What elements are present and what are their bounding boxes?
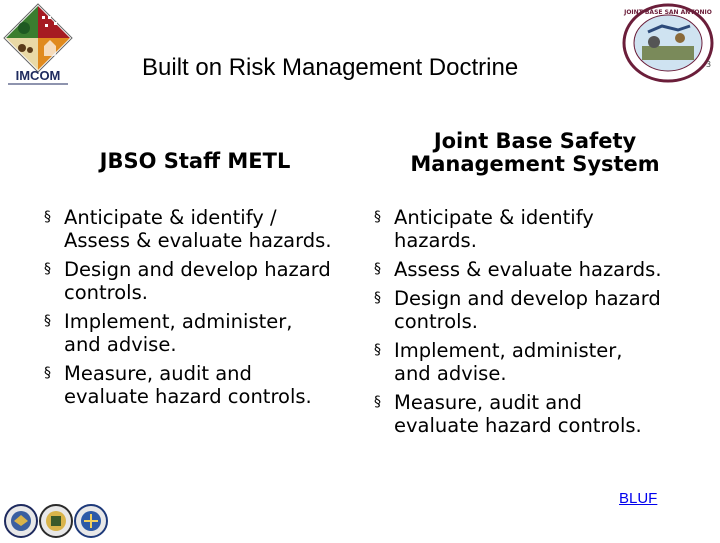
- list-item-line: Measure, audit and: [394, 391, 582, 414]
- list-item-line: Implement, administer,: [64, 310, 293, 333]
- list-item-line: controls.: [64, 281, 148, 304]
- list-item-line: Anticipate & identify: [394, 206, 594, 229]
- bullet-icon: §: [374, 394, 381, 410]
- right-bullet-list: [370, 206, 700, 443]
- list-item-line: Assess & evaluate hazards.: [64, 229, 332, 252]
- air-force-seal-icon: [75, 505, 107, 537]
- right-heading-line: Management System: [410, 152, 660, 176]
- right-heading-line: Joint Base Safety: [433, 129, 637, 153]
- list-item-line: Assess & evaluate hazards.: [394, 258, 662, 281]
- bullet-icon: §: [44, 209, 51, 225]
- list-item-line: Design and develop hazard: [394, 287, 661, 310]
- list-item-line: and advise.: [394, 362, 507, 385]
- list-item: [40, 258, 370, 304]
- list-item: [40, 206, 370, 252]
- bullet-icon: §: [374, 290, 381, 306]
- bullet-icon: §: [374, 342, 381, 358]
- list-item: [370, 391, 700, 437]
- bluf-link[interactable]: BLUF: [619, 490, 658, 507]
- list-item: [40, 362, 370, 408]
- list-item: [370, 206, 700, 252]
- list-item: [370, 258, 700, 281]
- dod-seal-icon: [5, 505, 37, 537]
- page-title: Built on Risk Management Doctrine: [142, 54, 519, 81]
- list-item-line: Anticipate & identify /: [64, 206, 277, 229]
- list-item-line: evaluate hazard controls.: [64, 385, 312, 408]
- list-item-line: Implement, administer,: [394, 339, 623, 362]
- bullet-icon: §: [44, 365, 51, 381]
- list-item: [370, 287, 700, 333]
- joint-base-seal-text: JOINT BASE SAN ANTONIO: [624, 9, 712, 16]
- bullet-icon: §: [44, 313, 51, 329]
- list-item: [370, 339, 700, 385]
- imcom-logo: [2, 2, 74, 86]
- bullet-icon: §: [374, 261, 381, 277]
- joint-base-seal: [618, 2, 718, 84]
- list-item-line: Design and develop hazard: [64, 258, 331, 281]
- bullet-icon: §: [44, 261, 51, 277]
- army-seal-icon: [40, 505, 72, 537]
- imcom-logo-text: IMCOM: [15, 68, 61, 83]
- bullet-icon: §: [374, 209, 381, 225]
- service-seals: [4, 503, 108, 539]
- list-item-line: evaluate hazard controls.: [394, 414, 642, 437]
- left-column-heading: JBSO Staff METL: [99, 149, 291, 173]
- list-item-line: and advise.: [64, 333, 177, 356]
- list-item-line: controls.: [394, 310, 478, 333]
- left-bullet-list: [40, 206, 370, 414]
- page-number: 3: [706, 60, 712, 69]
- list-item-line: hazards.: [394, 229, 477, 252]
- right-column-heading: [395, 130, 675, 176]
- list-item-line: Measure, audit and: [64, 362, 252, 385]
- list-item: [40, 310, 370, 356]
